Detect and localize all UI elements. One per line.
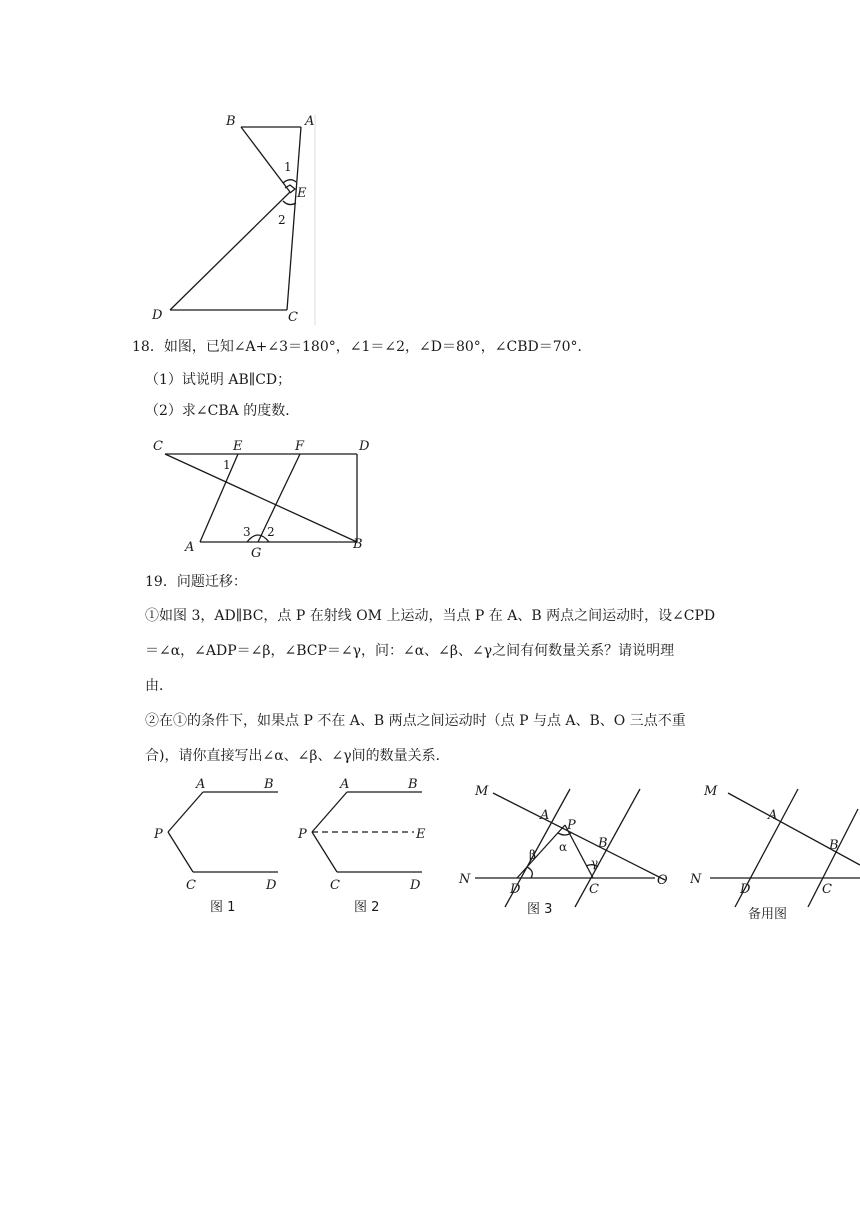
point-m-label: M	[475, 784, 489, 799]
point-d-label: D	[510, 882, 521, 897]
point-c-label: C	[330, 878, 340, 893]
point-d-label: D	[740, 882, 751, 897]
point-b-label: B	[408, 777, 418, 792]
figure-2	[292, 772, 442, 922]
q18-stem: 18．如图，已知∠A+∠3＝180°，∠1＝∠2，∠D＝80°，∠CBD＝70°．	[132, 339, 592, 355]
point-e-label: E	[233, 439, 243, 454]
angle-alpha-label: α	[559, 840, 568, 854]
figure-q17	[140, 105, 340, 330]
point-e-label: E	[416, 827, 426, 842]
figure-3-caption: 图 3	[527, 902, 553, 917]
point-g-label: G	[251, 546, 262, 561]
angle-2-label: 2	[278, 213, 286, 227]
q19-title: 19．问题迁移：	[145, 574, 247, 590]
q18-part1: （1）试说明 AB∥CD；	[145, 372, 292, 388]
angle-3-label: 3	[243, 525, 251, 539]
figure-3	[455, 775, 685, 920]
point-c-label: C	[822, 882, 832, 897]
q19-part1-line3: 由．	[145, 678, 173, 694]
point-p-label: P	[154, 827, 163, 842]
point-b-label: B	[226, 114, 236, 129]
point-a-label: A	[196, 777, 206, 792]
q19-part1-line1: ①如图 3，AD∥BC，点 P 在射线 OM 上运动，当点 P 在 A、B 两点之间运动时，设∠CPD	[145, 608, 716, 624]
figure-1	[148, 772, 288, 922]
point-f-label: F	[295, 439, 305, 454]
point-n-label: N	[459, 872, 471, 887]
figure-backup-caption: 备用图	[748, 907, 788, 922]
point-a-label: A	[768, 808, 778, 823]
point-b-label: B	[598, 836, 608, 851]
angle-2-label: 2	[267, 525, 275, 539]
point-d-label: D	[152, 308, 163, 323]
q19-part2-line2: 合)，请你直接写出∠α、∠β、∠γ间的数量关系．	[145, 748, 450, 764]
figure-1-caption: 图 1	[210, 900, 236, 915]
point-c-label: C	[288, 310, 298, 325]
figure-q18	[145, 432, 380, 562]
point-c-label: C	[186, 878, 196, 893]
point-d-label: D	[359, 439, 370, 454]
angle-gamma-label: γ	[591, 856, 599, 870]
point-p-label: P	[567, 818, 576, 833]
point-b-label: B	[353, 537, 363, 552]
point-d-label: D	[266, 878, 277, 893]
figure-2-caption: 图 2	[354, 900, 380, 915]
q18-part2: （2）求∠CBA 的度数．	[145, 403, 300, 419]
point-o-label: O	[657, 873, 668, 888]
angle-beta-label: β	[529, 848, 536, 862]
q19-part2-line1: ②在①的条件下，如果点 P 不在 A、B 两点之间运动时（点 P 与点 A、B、O 三点不重	[145, 713, 686, 729]
point-p-label: P	[298, 827, 307, 842]
point-a-label: A	[540, 808, 550, 823]
point-a-label: A	[340, 777, 350, 792]
point-n-label: N	[690, 872, 702, 887]
point-c-label: C	[153, 439, 163, 454]
point-c-label: C	[589, 882, 599, 897]
figure-backup	[690, 775, 860, 925]
point-a-label: A	[185, 540, 195, 555]
angle-1-label: 1	[284, 160, 292, 174]
point-m-label: M	[704, 784, 718, 799]
point-e-label: E	[297, 186, 307, 201]
point-d-label: D	[410, 878, 421, 893]
point-a-label: A	[305, 114, 315, 129]
point-b-label: B	[829, 838, 839, 853]
q19-part1-line2: ＝∠α，∠ADP＝∠β，∠BCP＝∠γ，问：∠α、∠β、∠γ之间有何数量关系？请说明理	[145, 643, 675, 659]
angle-1-label: 1	[223, 458, 231, 472]
point-b-label: B	[264, 777, 274, 792]
